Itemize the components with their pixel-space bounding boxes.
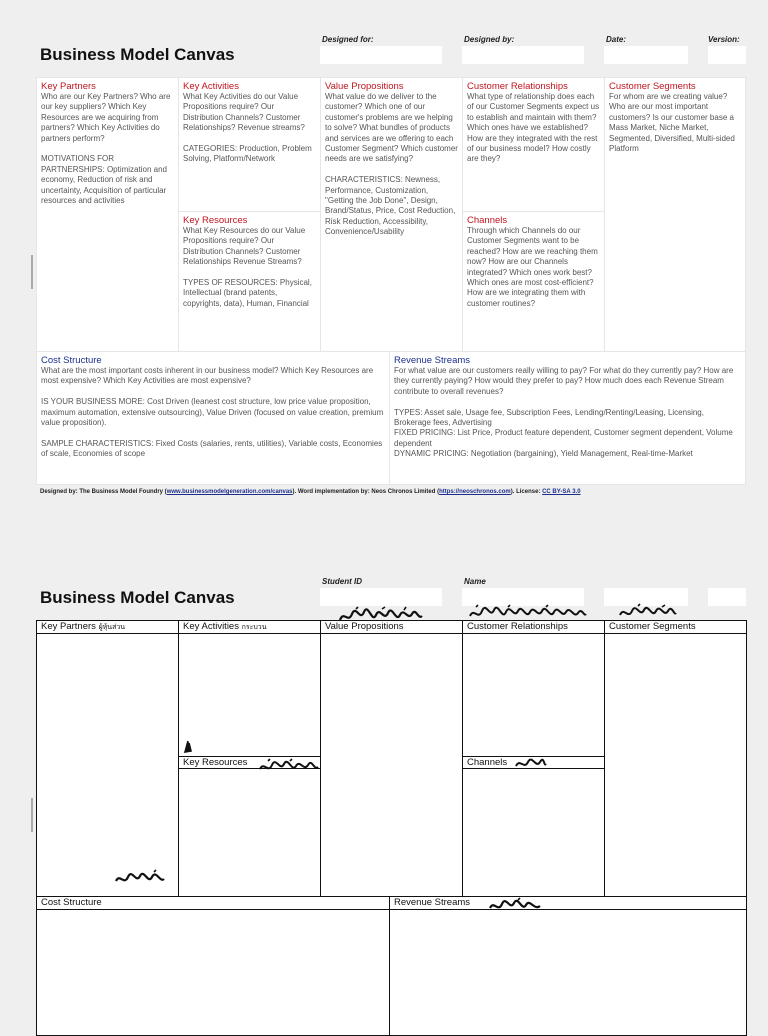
page-edge-mark — [31, 255, 33, 289]
key-activities-text: What Key Activities do our Value Propositions require? Our Distribution Channels? Customer Relationships? Revenue streams? CATEGORIES: Production, Problem Solving, Platform/Network — [183, 92, 312, 164]
handwriting-cost-structure-scribble — [114, 869, 166, 889]
channels-area[interactable] — [462, 756, 605, 897]
revenue-streams-header: Revenue Streams — [389, 896, 747, 910]
designed-by-field[interactable] — [462, 46, 584, 64]
version-label: Version: — [708, 35, 740, 44]
date-field[interactable] — [604, 46, 688, 64]
key-partners-heading: Key Partners — [41, 81, 96, 92]
value-propositions-heading: Value Propositions — [325, 81, 404, 92]
cost-structure-header: Cost Structure — [36, 896, 390, 910]
key-resources-heading: Key Resources — [183, 215, 248, 226]
key-activities-header-label: Key Activities — [183, 621, 239, 632]
revenue-streams-area[interactable] — [389, 896, 747, 1036]
channels-heading: Channels — [467, 215, 508, 226]
key-activities-heading: Key Activities — [183, 81, 239, 92]
neoschronos-link[interactable]: https://neoschronos.com — [439, 489, 511, 495]
customer-relationships-heading: Customer Relationships — [467, 81, 568, 92]
handwriting-value-propositions-scribble — [338, 606, 424, 628]
handwriting-key-activities-mark — [182, 739, 194, 755]
handwriting-customer-relationships-scribble — [468, 604, 588, 624]
key-partners-block — [36, 77, 179, 353]
revenue-streams-block — [389, 351, 746, 485]
key-partners-area[interactable] — [36, 620, 179, 897]
channels-header: Channels — [462, 756, 605, 769]
channels-block — [462, 211, 605, 353]
value-propositions-text: What value do we deliver to the customer? Which one of our customer's problems are we helping to solve? What bundles of products and services are we offering to each Customer Segment? Which customer needs are we satisfying? CHARACTERISTICS: Newness, Performance, Customization, "Getting the Job Done", Design, Brand/Status, Price, Cost Reduction, Risk Reduction, Accessibility, Convenience/Usability — [325, 92, 458, 237]
customer-relationships-block — [462, 77, 605, 213]
key-activities-block — [178, 77, 321, 213]
key-resources-header: Key Resources — [178, 756, 321, 769]
customer-segments-heading: Customer Segments — [609, 81, 696, 92]
key-partners-thai-note: ผู้หุ้นส่วน — [98, 624, 126, 631]
cost-structure-heading: Cost Structure — [41, 355, 102, 366]
customer-relationships-area[interactable] — [462, 620, 605, 757]
name-label: Name — [464, 577, 486, 586]
key-partners-header-label: Key Partners — [41, 621, 96, 632]
license-link[interactable]: CC BY-SA 3.0 — [542, 489, 581, 495]
value-propositions-area[interactable] — [320, 620, 463, 897]
date-label: Date: — [606, 35, 627, 44]
key-partners-header — [36, 620, 179, 634]
customer-relationships-header: Customer Relationships — [462, 620, 605, 634]
cost-structure-text: What are the most important costs inherent in our business model? Which Key Resources are most expensive? Which Key Activities are most expensive? IS YOUR BUSINESS MORE: Cost Driven (leanest cost structure, low price value proposition, maximum automation, extensive outsourcing), Value Driven (focused on value creation, premium value proposition). SAMPLE CHARACTERISTICS: Fixed Costs (salaries, rents, utilities), Variable costs, Economies of scale, Economies of scope — [41, 366, 384, 459]
version-field-2[interactable] — [708, 588, 746, 606]
cost-structure-block — [36, 351, 391, 485]
customer-segments-header: Customer Segments — [604, 620, 747, 634]
customer-segments-area[interactable] — [604, 620, 747, 897]
version-field[interactable] — [708, 46, 746, 64]
key-resources-area[interactable] — [178, 756, 321, 897]
customer-segments-block — [604, 77, 746, 353]
page-edge-mark-2 — [31, 798, 33, 832]
value-propositions-block — [320, 77, 463, 353]
designed-for-label: Designed for: — [322, 35, 374, 44]
channels-text: Through which Channels do our Customer Segments want to be reached? How are we reaching them now? How are our Channels integrated? Which ones work best? Which ones are most cost-efficient? How are we integrating them with customer routines? — [467, 226, 598, 308]
credit-suffix: ). License: — [510, 489, 543, 495]
canvas2-title: Business Model Canvas — [40, 588, 235, 607]
credit-middle: ). Word implementation by: Neos Chronos Limited ( — [292, 489, 440, 495]
cost-structure-area[interactable] — [36, 896, 390, 1036]
canvas1-title: Business Model Canvas — [40, 45, 235, 64]
key-partners-text: Who are our Key Partners? Who are our key suppliers? Which Key Resources are we acquiring from partners? Which Key Activities do partners perform? MOTIVATIONS FOR PARTNERSHIPS: Optimization and economy, Reduction of risk and uncertainty, Acquisition of particular resources and activities — [41, 92, 171, 206]
student-id-field[interactable] — [320, 588, 442, 606]
credit-prefix: Designed by: The Business Model Foundry ( — [40, 489, 167, 495]
canvas-source-link[interactable]: www.businessmodelgeneration.com/canvas — [166, 489, 293, 495]
revenue-streams-text: For what value are our customers really willing to pay? For what do they currently pay? How are they currently paying? How would they prefer to pay? How much does each Revenue Stream contribute to overall revenues? TYPES: Asset sale, Usage fee, Subscription Fees, Lending/Renting/Leasing, Licensing, Brokerage fees, Advertising FIXED PRICING: List Price, Product feature dependent, Customer segment dependent, Volume dependent DYNAMIC PRICING: Negotiation (bargaining), Yield Management, Real-time-Market — [394, 366, 734, 459]
credit-line — [40, 489, 581, 495]
handwriting-revenue-streams-scribble — [488, 897, 542, 915]
key-resources-text: What Key Resources do our Value Propositions require? Our Distribution Channels? Customer Relationships Revenue Streams? TYPES OF RESOURCES: Physical, Intellectual (brand patents, copyrights, data), Human, Financial — [183, 226, 312, 308]
handwriting-key-resources-scribble — [258, 758, 320, 776]
handwriting-customer-segments-scribble — [618, 603, 678, 623]
key-activities-area[interactable] — [178, 620, 321, 757]
designed-for-field[interactable] — [320, 46, 442, 64]
handwriting-channels-scribble — [514, 756, 548, 772]
key-activities-header — [178, 620, 321, 634]
designed-by-label: Designed by: — [464, 35, 515, 44]
revenue-streams-heading: Revenue Streams — [394, 355, 471, 366]
value-propositions-header: Value Propositions — [320, 620, 463, 634]
customer-relationships-text: What type of relationship does each of our Customer Segments expect us to establish and maintain with them? Which ones have we established? How are they integrated with the rest of our business model? How costly are they? — [467, 92, 600, 164]
customer-segments-text: For whom are we creating value? Who are our most important customers? Is our customer base a Mass Market, Niche Market, Segmented, Diversified, Multi-sided Platform — [609, 92, 735, 154]
student-id-label: Student ID — [322, 577, 362, 586]
key-activities-thai-note: กระบวน — [241, 624, 267, 631]
key-resources-block — [178, 211, 321, 353]
